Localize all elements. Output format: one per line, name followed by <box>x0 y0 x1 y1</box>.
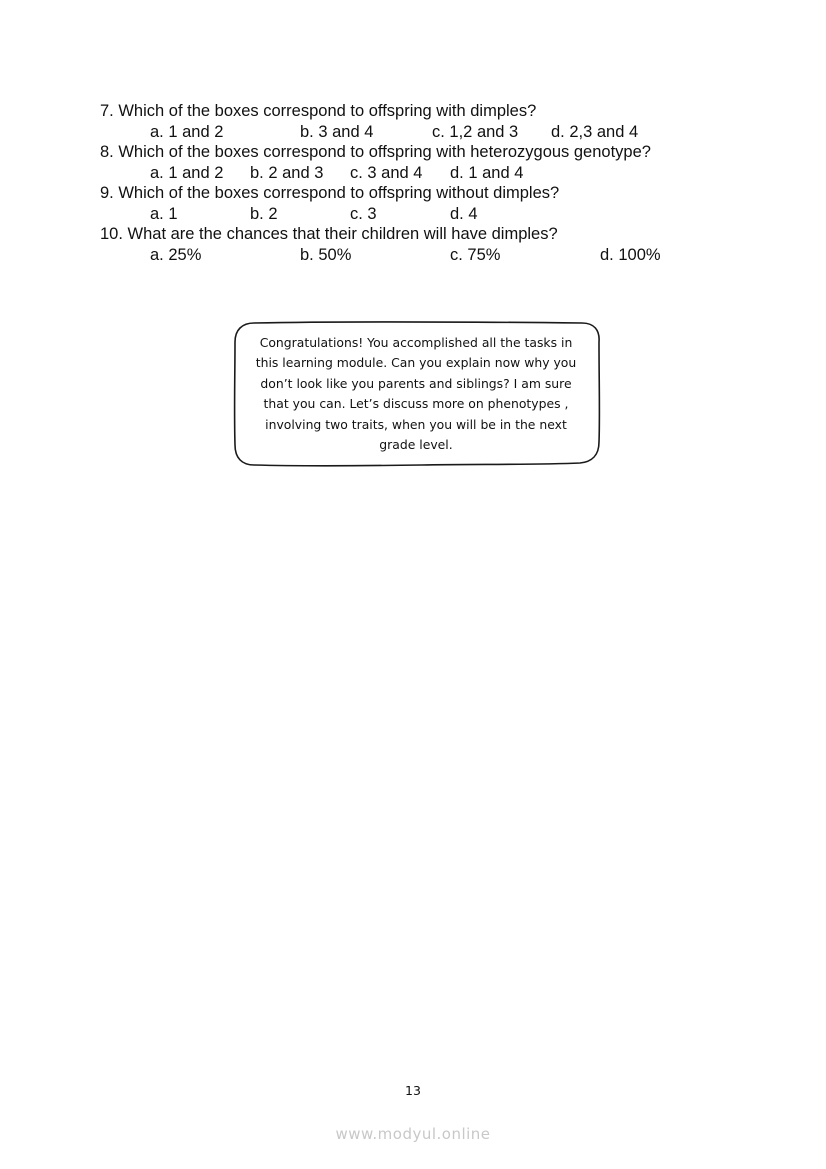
q10-option-a: a. 25% <box>150 246 202 264</box>
speech-bubble-message <box>250 333 582 455</box>
q8-option-b: b. 2 and 3 <box>250 164 324 182</box>
q7-option-a: a. 1 and 2 <box>150 123 224 141</box>
message-line: don’t look like you parents and siblings? I am sure <box>260 375 572 391</box>
message-line: grade level. <box>379 437 453 453</box>
message-line: involving two traits, when you will be in the next <box>265 416 567 432</box>
q7-option-b: b. 3 and 4 <box>300 123 374 141</box>
q7-option-d: d. 2,3 and 4 <box>551 123 639 141</box>
message-line: that you can. Let’s discuss more on phenotypes , <box>263 396 569 412</box>
page-number: 13 <box>405 1083 421 1098</box>
question-8: 8. Which of the boxes correspond to offspring with heterozygous genotype? <box>100 143 651 161</box>
q8-option-c: c. 3 and 4 <box>350 164 423 182</box>
watermark: www.modyul.online <box>335 1125 491 1143</box>
question-9: 9. Which of the boxes correspond to offspring without dimples? <box>100 184 560 202</box>
q7-option-c: c. 1,2 and 3 <box>432 123 519 141</box>
q8-option-a: a. 1 and 2 <box>150 164 224 182</box>
q9-option-b: b. 2 <box>250 205 278 223</box>
q10-option-b: b. 50% <box>300 246 352 264</box>
q10-option-c: c. 75% <box>450 246 501 264</box>
q9-option-a: a. 1 <box>150 205 178 223</box>
message-line: Congratulations! You accomplished all the tasks in <box>259 335 573 350</box>
question-10: 10. What are the chances that their children will have dimples? <box>100 225 558 243</box>
q9-option-d: d. 4 <box>450 205 478 223</box>
q9-option-c: c. 3 <box>350 205 377 223</box>
message-line: this learning module. Can you explain now why you <box>255 355 577 371</box>
q8-option-d: d. 1 and 4 <box>450 164 524 182</box>
q10-option-d: d. 100% <box>600 246 661 264</box>
question-7: 7. Which of the boxes correspond to offspring with dimples? <box>100 102 537 120</box>
